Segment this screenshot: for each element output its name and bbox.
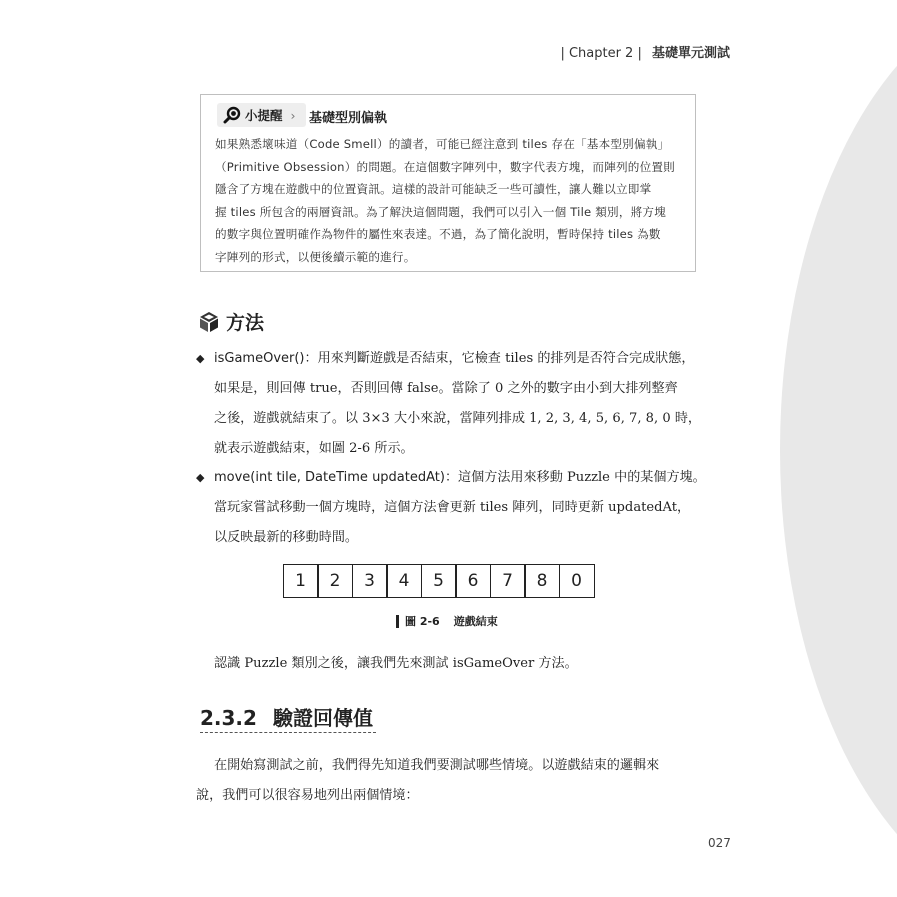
method-name: isGameOver() [214,351,305,366]
tile-cell: 6 [455,564,491,598]
figure-number: 圖 2-6 [405,615,440,628]
tip-line: 握 tiles 所包含的兩層資訊。為了解決這個問題，我們可以引入一個 Tile 類別，將方塊 [215,204,666,219]
chapter-title: 基礎單元測試 [651,46,730,61]
bullet-line [196,463,706,493]
bullet-line: 以反映最新的移動時間。 [214,530,359,545]
tip-body [215,133,685,269]
diamond-bullet-icon: ◆ [196,471,205,484]
section-underline [200,732,376,733]
bullet-line: 之後，遊戲就結束了。以 3×3 大小來說，當陣列排成 1, 2, 3, 4, 5, 6, 7, 8, 0 時， [214,411,702,426]
magnifier-icon [223,106,241,124]
section-number: 2.3.2 [200,706,257,730]
paragraph-line: 在開始寫測試之前，我們得先知道我們要測試哪些情境。以遊戲結束的邏輯來 [214,758,660,773]
tip-line: （Primitive Obsession）的問題。在這個數字陣列中，數字代表方塊，而陣列的位置則 [215,159,675,174]
bullet-text: ：用來判斷遊戲是否結束，它檢查 tiles 的排列是否符合完成狀態， [304,351,695,366]
tip-line: 隱含了方塊在遊戲中的位置資訊。這樣的設計可能缺乏一些可讀性，讓人難以立即掌 [215,182,652,197]
section-title: 驗證回傳值 [272,706,373,730]
tip-line: 如果熟悉壞味道（Code Smell）的讀者，可能已經注意到 tiles 存在「基本型別偏執」 [215,137,670,151]
bullet-line: 如果是，則回傳 true，否則回傳 false。當除了 0 之外的數字由小到大排列整齊 [214,381,678,396]
tiles-array-figure [284,564,595,598]
tip-label: 小提醒 [245,108,283,123]
tile-cell: 4 [386,564,422,598]
paragraph-body [196,751,696,811]
page-number: 027 [708,836,731,850]
chevron-right-icon: › [290,107,296,123]
tip-tag [217,103,306,127]
cube-icon [198,311,220,333]
tip-box [200,94,696,272]
running-header [560,42,730,61]
page-edge-shadow [780,0,897,897]
paragraph-intro: 認識 Puzzle 類別之後，讓我們先來測試 isGameOver 方法。 [214,656,578,671]
tile-cell: 5 [421,564,457,598]
tile-cell: 8 [524,564,560,598]
tip-line: 的數字與位置明確作為物件的屬性來表達。不過，為了簡化說明，暫時保持 tiles 為數 [215,227,661,242]
tile-cell: 3 [352,564,388,598]
chapter-label: | Chapter 2 | [560,46,642,61]
figure-title: 遊戲結束 [453,615,498,628]
method-heading-text: 方法 [226,312,265,334]
bullet-move [196,463,706,553]
tile-cell: 1 [283,564,319,598]
tile-cell: 0 [559,564,595,598]
tile-cell: 2 [317,564,353,598]
tip-title: 基礎型別偏執 [309,111,388,126]
bullet-line [196,344,696,374]
method-name: move(int tile, DateTime updatedAt) [214,470,445,485]
caption-bar [396,615,399,628]
tip-line: 字陣列的形式，以便後續示範的進行。 [215,249,416,264]
bullet-line: 就表示遊戲結束，如圖 2-6 所示。 [214,441,414,456]
section-heading [200,702,373,731]
tile-cell: 7 [490,564,526,598]
method-heading [198,308,264,335]
bullet-text: ：這個方法用來移動 Puzzle 中的某個方塊。 [444,470,706,485]
figure-caption [396,613,498,629]
diamond-bullet-icon: ◆ [196,352,205,365]
bullet-line: 當玩家嘗試移動一個方塊時，這個方法會更新 tiles 陣列，同時更新 updatedAt， [214,500,691,515]
bullet-isgameover [196,344,702,464]
paragraph-line: 說，我們可以很容易地列出兩個情境： [196,788,419,803]
